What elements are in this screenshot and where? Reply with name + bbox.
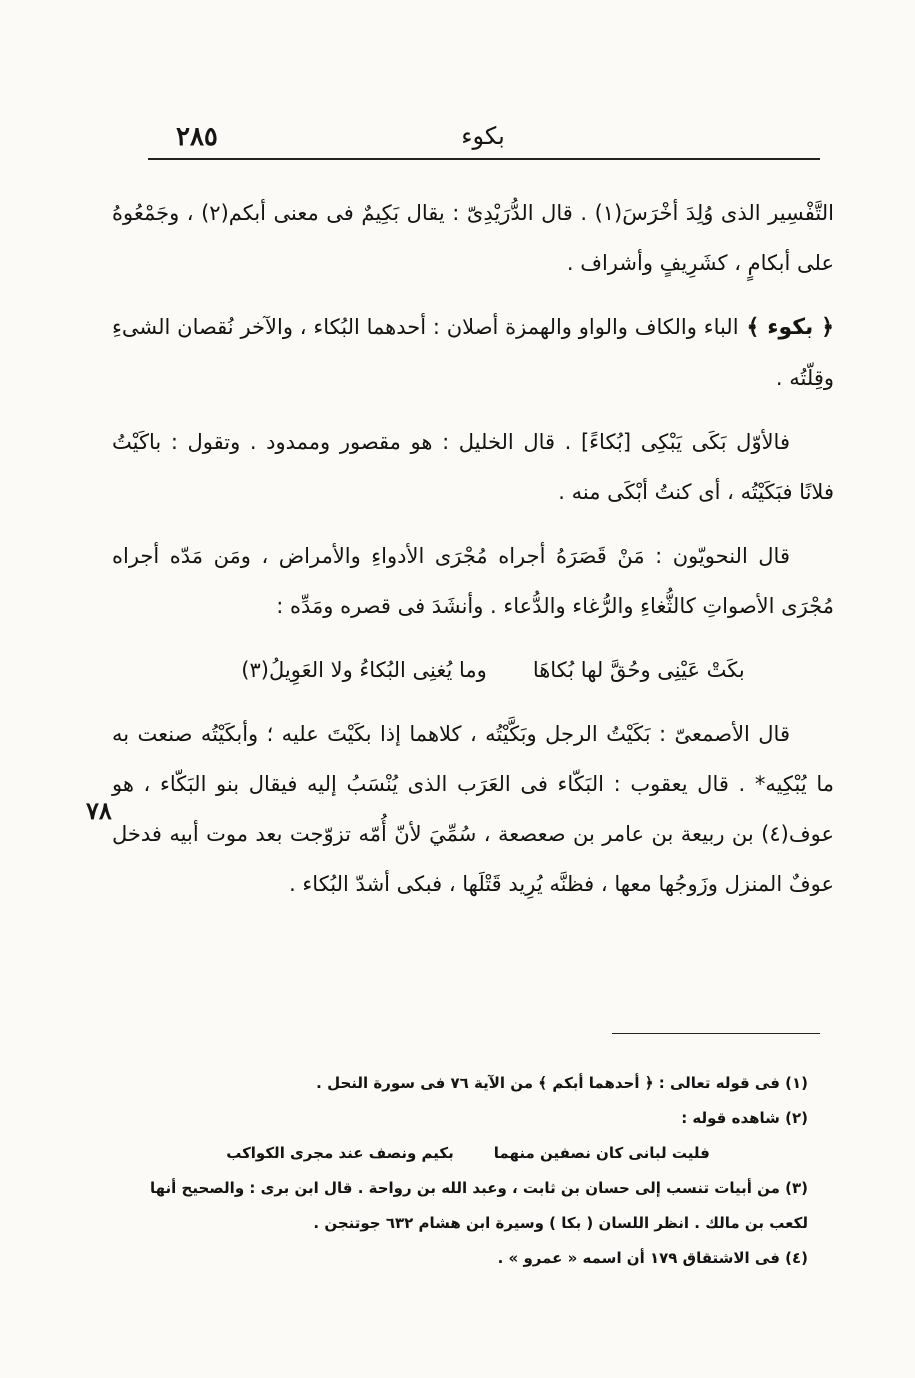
footnote-2-verse	[128, 1136, 808, 1171]
footnote-separator	[612, 1033, 820, 1034]
paragraph-2-text: الباء والكاف والواو والهمزة أصلان : أحدهما البُكاء ، والآخر نُقصان الشىءِ وقِلّتُه .	[112, 315, 834, 390]
footnote-1: (١) فى قوله تعالى : ﴿ أحدهما أبكم ﴾ من الآية ٧٦ فى سورة النحل .	[316, 1074, 808, 1092]
footnotes	[128, 1066, 808, 1276]
paragraph-3: فالأوّل بَكَى يَبْكِى [بُكاءً] . قال الخليل : هو مقصور وممدود . وتقول : باكَيْتُ فلانًا فبَكَيْتُه ، أى كنتُ أبْكَى منه .	[112, 430, 834, 504]
paragraph-4: قال النحويّون : مَنْ قَصَرَهُ أجراه مُجْرَى الأدواءِ والأمراض ، ومَن مَدّه أجراه مُجْرَى الأصواتِ كالثُّغاءِ والرُّغاء والدُّعاء . وأنشَدَ فى قصره ومَدِّه :	[112, 544, 834, 618]
poetry-verse	[112, 645, 834, 695]
paragraph-1: التَّفْسِير الذى وُلِدَ أخْرَسَ(١) . قال الدُّرَيْدِىّ : يقال بَكِيمٌ فى معنى أبكم(٢) ، وجَمْعُوهُ على أبكامٍ ، كشَرِيفٍ وأشراف .	[112, 201, 834, 275]
margin-page-reference: ٧٨	[86, 796, 112, 825]
footnote-3: (٣) من أبيات تنسب إلى حسان بن ثابت ، وعبد الله بن رواحة . قال ابن برى : والصحيح أنها لكعب بن مالك . انظر اللسان ( بكا ) وسيرة ابن هشام ٦٣٢ جوتنجن .	[149, 1179, 808, 1232]
page-number: ٢٨٥	[176, 122, 218, 152]
entry-heading: ﴿ بكوء ﴾	[746, 315, 834, 340]
header-rule	[148, 158, 820, 160]
paragraph-5: قال الأصمعىّ : بَكَيْتُ الرجل وبَكَّيْتُه ، كلاهما إذا بكَيْتَ عليه ؛ وأبكَيْتُه صنعت به ما يُبْكِيه* . قال يعقوب : البَكّاء فى العَرَب الذى يُنْسَبُ إليه فيقال بنو البَكّاء ، هو عوف(٤) بن ربيعة بن عامر بن صعصعة ، سُمِّيَ لأنّ أُمّه تزوّجت بعد موت أبيه فدخل عوفٌ المنزل وزَوجُها معها ، فظنَّه يُرِيد قَتْلَها ، فبكى أشدّ البُكاء .	[112, 722, 834, 896]
footnote-verse-second: بكيم ونصف عند مجرى الكواكب	[226, 1144, 454, 1162]
verse-second-hemistich: وما يُغنِى البُكاءُ ولا العَوِيلُ(٣)	[241, 658, 487, 682]
verse-first-hemistich: بكَتْ عَيْنِى وحُقَّ لها بُكاهَا	[532, 658, 745, 682]
page-header	[148, 118, 818, 158]
footnote-4: (٤) فى الاشتقاق ١٧٩ أن اسمه « عمرو » .	[497, 1249, 808, 1267]
footnote-2: (٢) شاهده قوله :	[681, 1109, 808, 1127]
paragraph-2	[112, 302, 834, 403]
footnote-verse-first: فليت لبانى كان نصفين منهما	[493, 1144, 710, 1162]
running-title: بكوء	[461, 122, 505, 150]
main-text	[112, 188, 834, 923]
